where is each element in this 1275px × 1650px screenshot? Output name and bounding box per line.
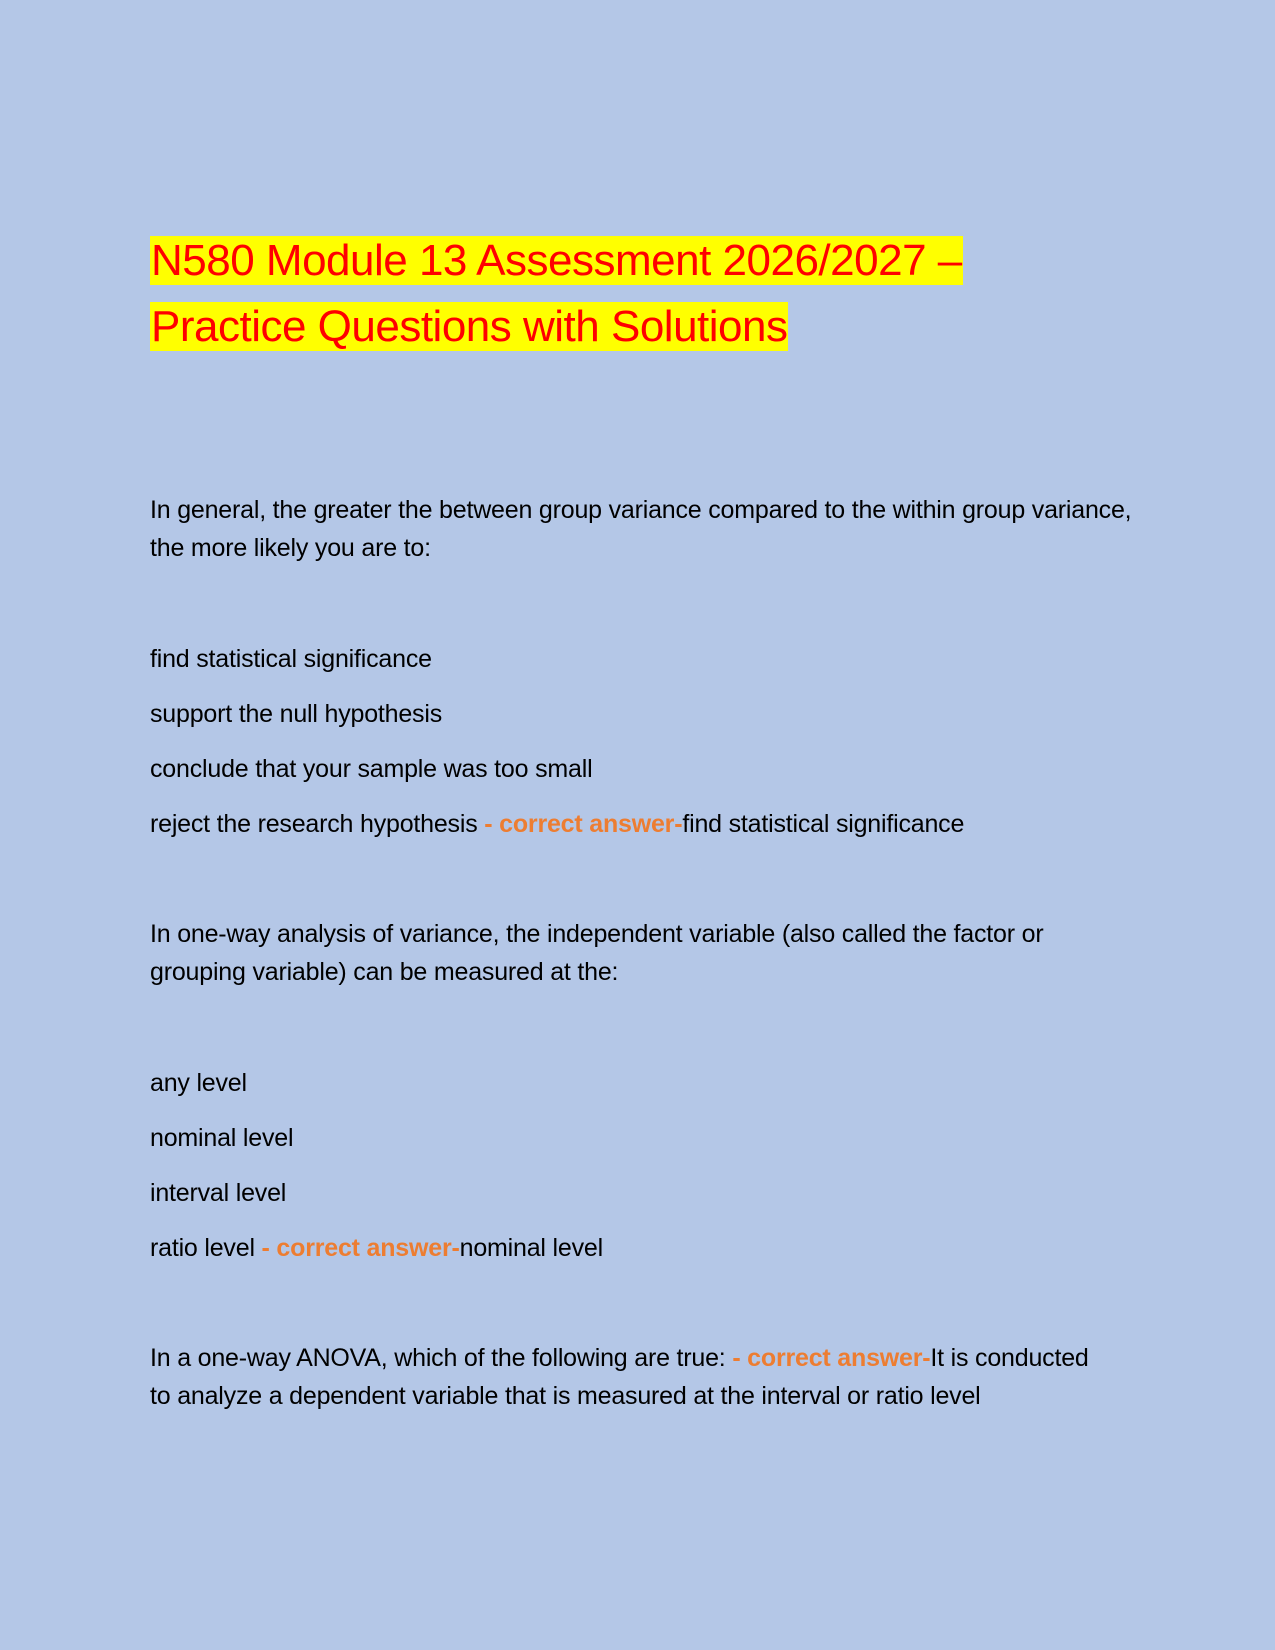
question-1-answer: find statistical significance [682,810,965,838]
question-1-option-4-with-answer [150,805,964,843]
answer-marker: - correct answer- [484,810,683,838]
question-1-option-3: conclude that your sample was too small [150,755,593,783]
question-2-answer: nominal level [459,1234,603,1262]
title-line-2: Practice Questions with Solutions [151,302,788,351]
question-2-text: In one-way analysis of variance, the independent variable (also called the factor or grouping variable) can be measured at the: [150,920,1044,986]
document-title [150,228,963,360]
question-1-option-2: support the null hypothesis [150,700,443,728]
question-3-text: In a one-way ANOVA, which of the following are true: [150,1344,726,1372]
answer-marker: - correct answer- [732,1344,931,1372]
question-1-text: In general, the greater the between group variance compared to the within group variance, the more likely you are to: [150,496,1132,562]
question-2-option-3: interval level [150,1179,287,1207]
question-2-option-4: ratio level [150,1234,255,1262]
question-2-option-1: any level [150,1069,247,1097]
question-2-option-4-with-answer [150,1229,603,1267]
question-1-option-4: reject the research hypothesis [150,810,478,838]
question-3-answer: It is conducted to analyze a dependent variable that is measured at the interval or ratio level [150,1344,1089,1410]
answer-marker: - correct answer- [261,1234,460,1262]
question-1-option-1: find statistical significance [150,645,432,673]
title-line-1: N580 Module 13 Assessment 2026/2027 – [151,236,962,285]
question-2-option-2: nominal level [150,1124,294,1152]
question-3-block [150,1339,1090,1415]
